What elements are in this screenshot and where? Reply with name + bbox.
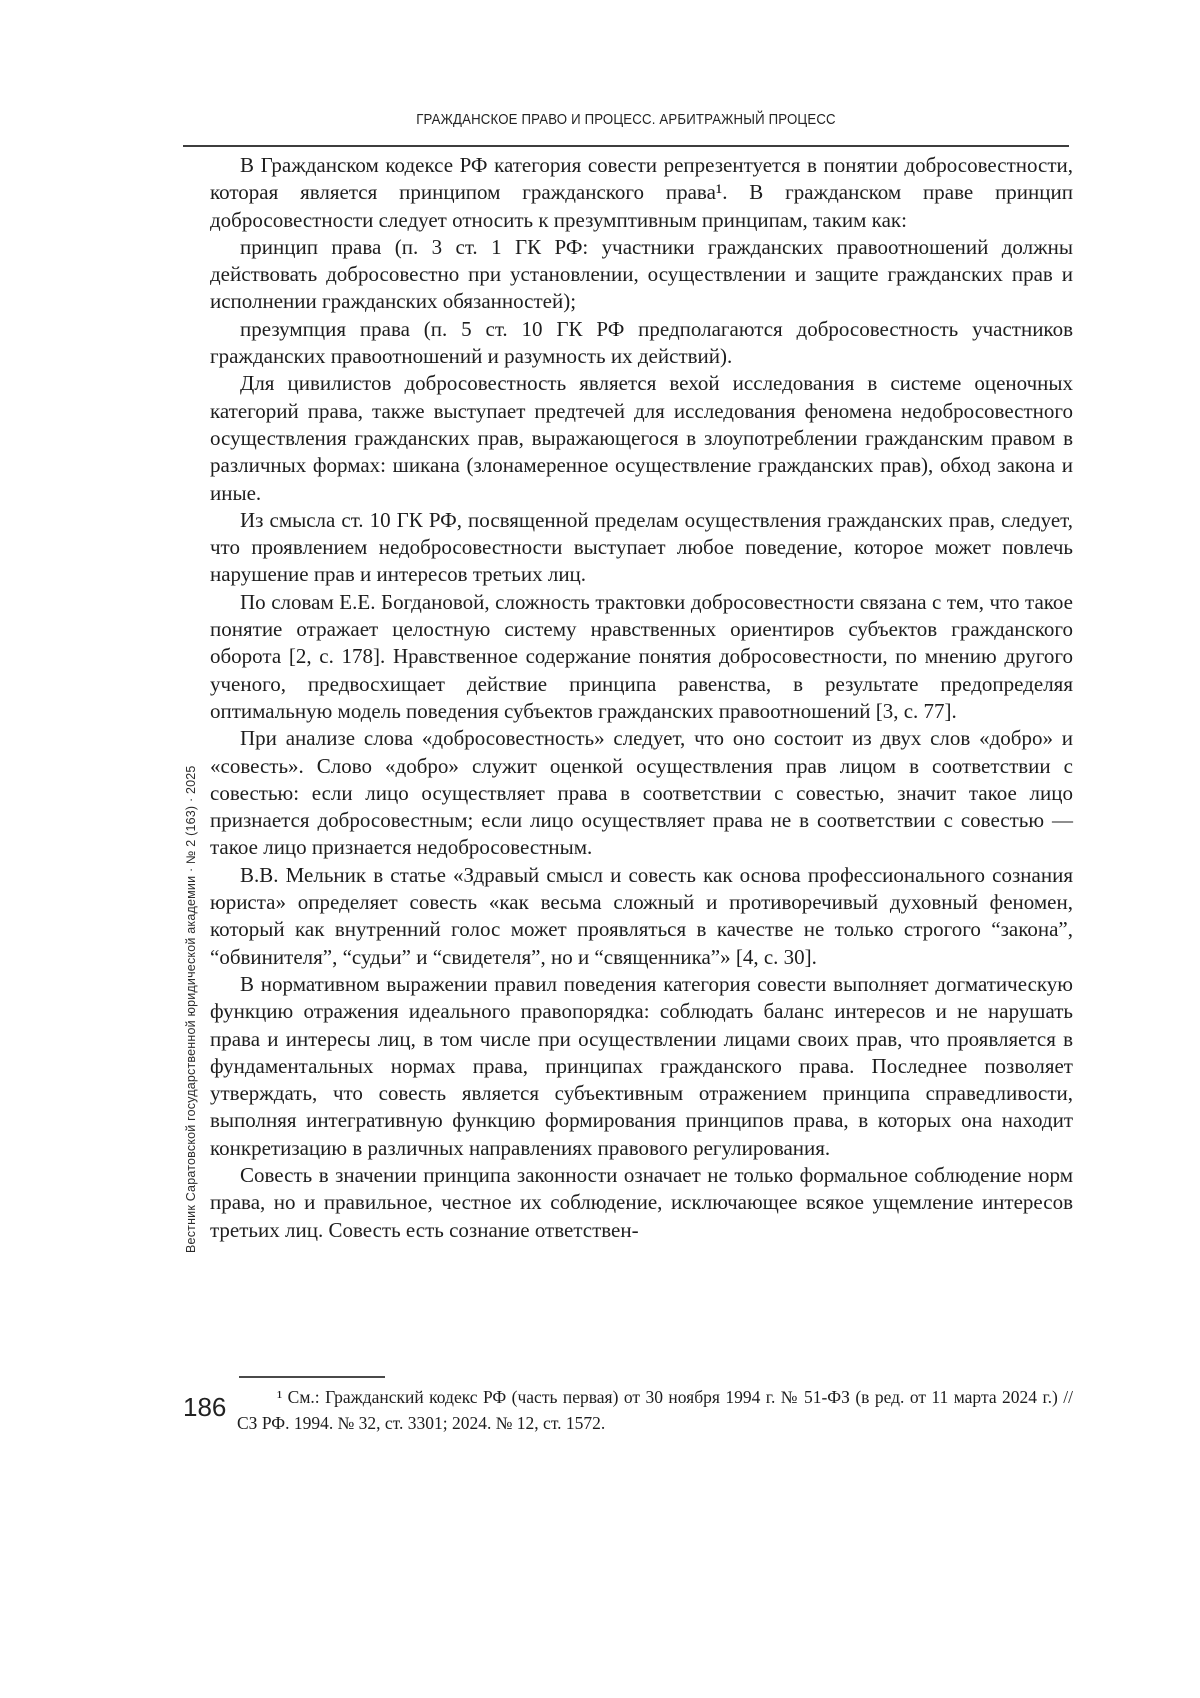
paragraph: В Гражданском кодексе РФ категория совести репрезентуется в понятии добросовестности, которая является принципом гражданского права¹. В гражданском праве принцип добросовестности следует относить к презумптивным принципам, таким как:: [210, 153, 1073, 232]
paragraph: По словам Е.Е. Богдановой, сложность трактовки добросовестности связана с тем, что такое понятие отражает целостную систему нравственных ориентиров субъектов гражданского оборота [2, с. 178]. Нравственное содержание понятия добросовестности, по мнению другого ученого, предвосхищает действие принципа равенства, в результате предопределяя оптимальную модель поведения субъектов гражданских правоотношений [3, с. 77].: [210, 589, 1073, 723]
running-header: ГРАЖДАНСКОЕ ПРАВО И ПРОЦЕСС. АРБИТРАЖНЫЙ ПРОЦЕСС: [416, 111, 836, 128]
paragraph: При анализе слова «добросовестность» следует, что оно состоит из двух слов «добро» и «совесть». Слово «добро» служит оценкой осуществления прав лицом в соответствии с совестью: если лицо осуществляет права в соответствии с совестью, значит такое лицо признается добросовестным; если лицо осуществляет права не в соответствии с совестью — такое лицо признается недобросовестным.: [210, 726, 1073, 860]
paragraph: Совесть в значении принципа законности означает не только формальное соблюдение норм права, но и правильное, честное их соблюдение, исключающее всякое ущемление интересов третьих лиц. Совесть есть сознание ответствен-: [210, 1162, 1073, 1242]
paragraph: Из смысла ст. 10 ГК РФ, посвященной пределам осуществления гражданских прав, следует, что проявлением недобросовестности выступает любое поведение, которое может повлечь нарушение прав и интересов третьих лиц.: [210, 507, 1073, 587]
page-number: 186: [183, 1392, 227, 1422]
paragraph: Для цивилистов добросовестность является вехой исследования в системе оценочных категорий права, также выступает предтечей для исследования феномена недобросовестного осуществления гражданских прав, выражающегося в злоупотреблении гражданским правом в различных формах: шикана (злонамеренное осуществление гражданских прав), обход закона и иные.: [210, 371, 1073, 505]
journal-imprint-vertical-text: Вестник Саратовской государственной юридической академии · № 2 (163) · 2025: [184, 765, 198, 1253]
article-body: [210, 152, 1073, 1244]
paragraph: принцип права (п. 3 ст. 1 ГК РФ: участники гражданских правоотношений должны действовать добросовестно при установлении, осуществлении и защите гражданских прав и исполнении гражданских обязанностей);: [210, 234, 1073, 314]
header-rule: [183, 145, 1069, 147]
footnote-text: ¹ См.: Гражданский кодекс РФ (часть первая) от 30 ноября 1994 г. № 51-ФЗ (в ред. от 11 марта 2024 г.) // СЗ РФ. 1994. № 32, ст. 3301; 2024. № 12, ст. 1572.: [237, 1387, 1073, 1433]
footnote-rule: [239, 1376, 385, 1378]
paragraph: В.В. Мельник в статье «Здравый смысл и совесть как основа профессионального сознания юриста» определяет совесть «как весьма сложный и противоречивый духовный феномен, который как внутренний голос может проявляться в качестве не только строгого “закона”, “обвинителя”, “судьи” и “свидетеля”, но и “священника”» [4, с. 30].: [210, 862, 1073, 969]
paragraph: презумпция права (п. 5 ст. 10 ГК РФ предполагаются добросовестность участников гражданских правоотношений и разумность их действий).: [210, 316, 1073, 369]
paragraph: В нормативном выражении правил поведения категория совести выполняет догматическую функцию отражения идеального правопорядка: соблюдать баланс интересов и не нарушать права и интересы лиц, в том числе при осуществлении лицами своих прав, что проявляется в фундаментальных нормах права, принципах гражданского права. Последнее позволяет утверждать, что совесть является субъективным отражением принципа справедливости, выполняя интегративную функцию формирования принципов права, в которых она находит конкретизацию в различных направлениях правового регулирования.: [210, 971, 1073, 1160]
